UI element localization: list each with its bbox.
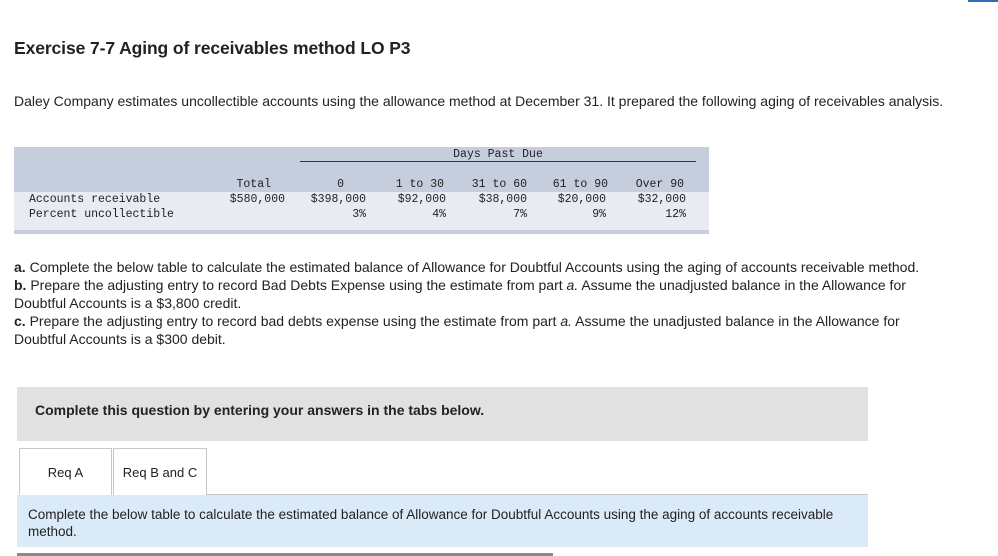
ar-61-to-90: $20,000	[557, 193, 606, 206]
part-b	[14, 276, 934, 312]
intro-text: Daley Company estimates uncollectible accounts using the allowance method at December 31. It prepared the following aging of receivables analysis.	[14, 93, 944, 109]
instruction-banner	[17, 387, 868, 441]
tab-panel-req-a	[17, 495, 868, 547]
top-accent-bar	[968, 0, 998, 2]
aging-table	[14, 147, 709, 234]
ar-31-to-60: $38,000	[478, 193, 527, 206]
part-c-text-2: Assume the unadjusted balance in the Allowance for Doubtful Accounts is a $300 debit.	[14, 313, 900, 347]
ar-over-90: $32,000	[637, 193, 686, 206]
pct-1-to-30: 4%	[432, 208, 446, 221]
part-b-text-1: Prepare the adjusting entry to record Bad Debts Expense using the estimate from part	[30, 277, 563, 293]
part-b-prefix: b.	[14, 277, 27, 293]
ar-current: $398,000	[310, 193, 366, 206]
part-a-text: Complete the below table to calculate the estimated balance of Allowance for Doubtful Accounts using the aging of accounts receivable method.	[29, 259, 920, 275]
column-header-current: 0	[337, 178, 344, 191]
ar-total: $580,000	[229, 193, 285, 206]
part-c-ref: a.	[560, 313, 573, 329]
pct-over-90: 12%	[665, 208, 686, 221]
instruction-banner-text: Complete this question by entering your answers in the tabs below.	[35, 402, 485, 418]
column-header-over-90: Over 90	[635, 178, 684, 191]
part-c	[14, 312, 934, 348]
column-header-61-to-90: 61 to 90	[552, 178, 608, 191]
days-past-due-header: Days Past Due	[453, 148, 543, 161]
part-c-prefix: c.	[14, 313, 26, 329]
part-a-prefix: a.	[14, 259, 26, 275]
tab-req-a[interactable]: Req A	[19, 448, 112, 495]
days-past-due-rule	[300, 161, 696, 162]
pct-61-to-90: 9%	[592, 208, 606, 221]
column-header-total: Total	[236, 178, 271, 191]
row-label-percent-uncollectible: Percent uncollectible	[29, 208, 174, 221]
part-c-text-1: Prepare the adjusting entry to record bad debts expense using the estimate from part	[29, 313, 557, 329]
tab-panel-instruction: Complete the below table to calculate the estimated balance of Allowance for Doubtful Accounts using the aging of accounts receivable method.	[28, 507, 834, 539]
ar-1-to-30: $92,000	[397, 193, 446, 206]
pct-31-to-60: 7%	[513, 208, 527, 221]
column-header-1-to-30: 1 to 30	[395, 178, 444, 191]
part-b-text-2: Assume the unadjusted balance in the Allowance for Doubtful Accounts is a $3,800 credit.	[14, 277, 906, 311]
pct-current: 3%	[352, 208, 366, 221]
exercise-title: Exercise 7-7 Aging of receivables method LO P3	[14, 38, 411, 58]
part-b-ref: a.	[566, 277, 579, 293]
row-label-accounts-receivable: Accounts receivable	[29, 193, 161, 206]
part-a	[14, 258, 934, 276]
question-parts	[14, 258, 934, 348]
tab-req-b-and-c[interactable]: Req B and C	[113, 448, 207, 495]
column-header-31-to-60: 31 to 60	[471, 178, 527, 191]
